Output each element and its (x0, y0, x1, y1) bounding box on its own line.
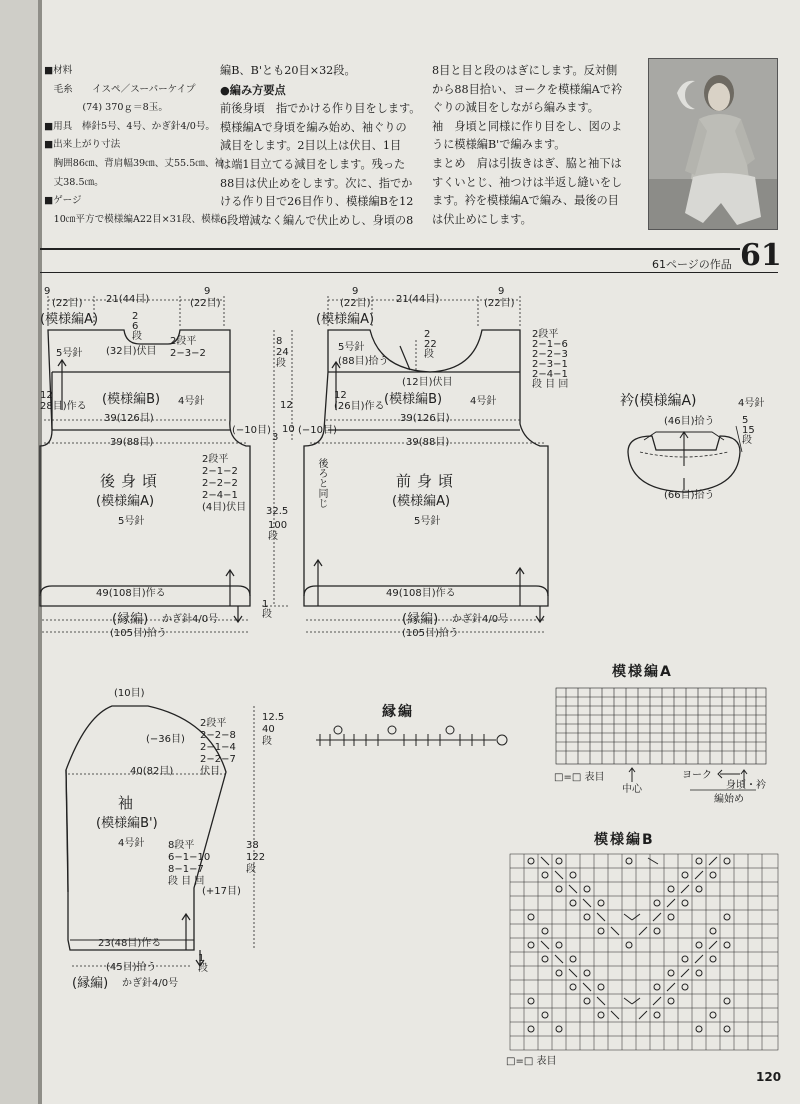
back-dimension-lines (42, 296, 290, 632)
pattern-a-legend: □=□ 表目 (554, 772, 605, 783)
front-hook: かぎ針4/0号 (452, 614, 509, 625)
front-pick-up: (105目)拾う (402, 628, 459, 639)
col3-line: まとめ 肩は引抜きはぎ、脇と袖下は (432, 156, 622, 170)
front-top-center: 21(44目) (396, 294, 440, 305)
pattern-b-symbols (528, 857, 730, 1032)
pattern-a-yoke: ヨーク (682, 770, 712, 781)
pattern-a-body: 身頃・衿 (726, 780, 766, 791)
pattern-b-legend: □=□ 表目 (506, 1056, 557, 1067)
collar-title: 衿(模様編A) (620, 393, 697, 409)
front-pick-88: (88目)拾う (338, 356, 389, 367)
col1-line: (74) 370ｇ＝8玉。 (44, 102, 168, 114)
pattern-b-title: 模様編B (594, 832, 655, 848)
front-body-pattern-b: (模様編B) (384, 392, 443, 407)
back-body-pattern-b: (模様編B) (102, 392, 161, 407)
front-top-left-stitches: (22目) (340, 298, 371, 309)
back-body-pattern-a: (模様編A) (96, 494, 155, 509)
back-needle-4: 4号針 (178, 396, 205, 407)
back-height-12: 12 (280, 400, 293, 411)
sleeve-pattern: (模様編B') (96, 816, 158, 831)
front-neck-rows: 2 22 段 (424, 329, 437, 360)
front-cast-on: 49(108目)作る (386, 588, 456, 599)
col2-line: 6段増減なく編んで伏止めし、身頃の8 (220, 213, 414, 227)
front-dimension-lines (292, 296, 546, 632)
front-bind-12: (12目)伏目 (402, 377, 453, 388)
pattern-a-start: 編始め (714, 794, 744, 805)
back-height-3: 3 (272, 432, 279, 443)
front-width-126: 39(126目) (400, 413, 450, 424)
col2-line: 88目は伏止めをします。次に、指でか (220, 176, 413, 190)
back-body-title: 後身頃 (100, 472, 164, 490)
edging-chart-lines (316, 726, 507, 746)
front-top-right-cm: 9 (498, 286, 505, 297)
pattern-a-center: 中心 (622, 784, 642, 795)
front-body-pattern-a: (模様編A) (392, 494, 451, 509)
back-yoke-pattern: (模様編A) (40, 312, 99, 327)
front-decrease-10: (−10目) (298, 425, 337, 436)
front-body-needle: 5号針 (414, 516, 441, 527)
collar-pick-66: (66目)拾う (664, 490, 715, 501)
back-edging: (縁編) (112, 612, 149, 627)
col3-line: すくいとじ、袖つけは半返し縫いをし (432, 175, 623, 189)
sleeve-needle: 4号針 (118, 838, 145, 849)
back-top-right-cm: 9 (204, 286, 211, 297)
sleeve-length: 38 122 段 (246, 840, 266, 875)
sleeve-decrease-36: (−36目) (146, 734, 185, 745)
col1-line: ■出来上がり寸法 (44, 139, 121, 151)
col2-line: 編B、B'とも20目×32段。 (220, 64, 356, 77)
col2-line: ける作り目で26目作り、模様編Bを12 (220, 195, 414, 209)
col1-line: ■材料 (44, 65, 73, 76)
col1-line: 胸囲86㎝、背肩幅39㎝、丈55.5㎝、袖 (44, 157, 225, 169)
back-hook: かぎ針4/0号 (162, 614, 219, 625)
back-height-10: 10 (282, 424, 295, 435)
collar-pick-46: (46目)拾う (664, 416, 715, 427)
back-decrease-10: (−10目) (232, 425, 271, 436)
back-shoulder-rows: 2 6 段 (132, 311, 142, 342)
back-pick-up: (105目)拾う (110, 628, 167, 639)
front-yoke-pattern: (模様編A) (316, 312, 375, 327)
back-center-bind: (32目)伏目 (106, 346, 157, 357)
front-same-as-back: 後ろと同じ (316, 458, 327, 508)
back-height-32-5: 32.5 (266, 506, 289, 517)
page-number: 61 (740, 238, 782, 273)
col3-line: から88目拾い、ヨークを模様編Aで衿 (432, 82, 623, 96)
back-height-100-rows: 100 段 (268, 520, 288, 542)
back-left-cast-on: 12 28目)作る (40, 390, 87, 412)
front-left-cast-on: 12 (26目)作る (334, 390, 385, 412)
sleeve-cast-on: 23(48目)作る (98, 938, 162, 949)
back-body-needle: 5号針 (118, 516, 145, 527)
back-width-88: 39(88目) (110, 437, 154, 448)
sleeve-edging: (縁編) (72, 976, 109, 991)
back-side-rows: 8 24 段 (276, 336, 289, 369)
collar-height-rows: 5 15 段 (742, 415, 755, 446)
col3-line: 袖 身頃と同様に作り目をし、図のよ (432, 119, 623, 133)
back-cast-on: 49(108目)作る (96, 588, 166, 599)
pattern-a-grid (556, 688, 766, 764)
sleeve-width-82: 40(82目) (130, 766, 174, 777)
back-top-left-stitches: (22目) (52, 298, 83, 309)
back-armhole-shaping: 2段平 2−1−2 2−2−2 2−4−1 (4目)伏目 (202, 454, 247, 513)
col2-line: 前後身頃 指でかける作り目をします。 (220, 102, 421, 116)
front-top-right-stitches: (22目) (484, 298, 515, 309)
sleeve-top-stitches: (10目) (114, 688, 145, 699)
front-edging: (縁編) (402, 612, 439, 627)
front-neck-decrease: 2段平 2−1−6 2−2−3 2−3−1 2−4−1 段 目 回 (532, 329, 569, 390)
folio-number: 120 (756, 1070, 782, 1084)
page-reference: 61ページの作品 (652, 258, 732, 271)
col2-line: ●編み方要点 (220, 82, 286, 97)
sleeve-row-1: 1 段 (198, 953, 208, 974)
back-width-126: 39(126目) (104, 413, 154, 424)
front-body-outline (304, 330, 548, 606)
sleeve-increase-17: (+17目) (202, 886, 241, 897)
sleeve-increase: 8段平 6−1−10 8−1−7 段 目 回 (168, 840, 211, 887)
col1-line: ■ゲージ (44, 195, 82, 207)
front-width-88: 39(88目) (406, 437, 450, 448)
col1-line: 毛糸 イスペ／スーパーケイプ (44, 83, 196, 95)
col2-line: は端1目立てる減目をします。残った (220, 157, 406, 171)
front-needle-5: 5号針 (338, 342, 365, 353)
front-needle-4: 4号針 (470, 396, 497, 407)
col3-line: ます。衿を模様編Aで編み、最後の目 (432, 194, 619, 208)
col3-line: は伏止めにします。 (432, 212, 532, 226)
sleeve-title: 袖 (118, 794, 134, 812)
col1-line: ■用具 棒針5号、4号、かぎ針4/0号。 (44, 120, 216, 132)
pattern-a-title: 模様編A (612, 664, 673, 680)
sleeve-hook: かぎ針4/0号 (122, 978, 179, 989)
back-top-left-cm: 9 (44, 286, 51, 297)
back-top-right-stitches: (22目) (190, 298, 221, 309)
back-armhole-decrease: 2段平 2−3−2 (170, 336, 206, 359)
col1-line: 10㎝平方で模様編A22目×31段、模様 (44, 213, 221, 225)
front-top-left-cm: 9 (352, 286, 359, 297)
col3-line: うに模様編B'で編みます。 (432, 138, 566, 152)
col3-line: ぐりの減目をしながら編みます。 (432, 101, 599, 115)
col1-line: 丈38.5㎝。 (44, 176, 104, 188)
back-top-center: 21(44目) (106, 294, 150, 305)
col2-line: 減目をします。2目以上は伏目、1目 (220, 139, 402, 153)
pattern-b-grid (510, 854, 778, 1050)
edging-chart-title: 縁編 (382, 704, 414, 720)
col3-line: 8目と目と段のはぎにします。反対側 (432, 64, 618, 77)
back-row-1: 1 段 (262, 599, 272, 620)
collar-needle: 4号針 (738, 398, 765, 409)
front-body-title: 前身頃 (396, 472, 460, 490)
back-needle-5: 5号針 (56, 348, 83, 359)
collar-arrows (680, 426, 742, 490)
sleeve-cap-height: 12.5 40 段 (262, 712, 285, 747)
sleeve-pick-45: (45目)拾う (106, 962, 157, 973)
sleeve-cap-shaping: 2段平 2−2−8 2−1−4 2−2−7 伏目 (200, 718, 236, 777)
col2-line: 模様編Aで身頃を編み始め、袖ぐりの (220, 120, 407, 134)
